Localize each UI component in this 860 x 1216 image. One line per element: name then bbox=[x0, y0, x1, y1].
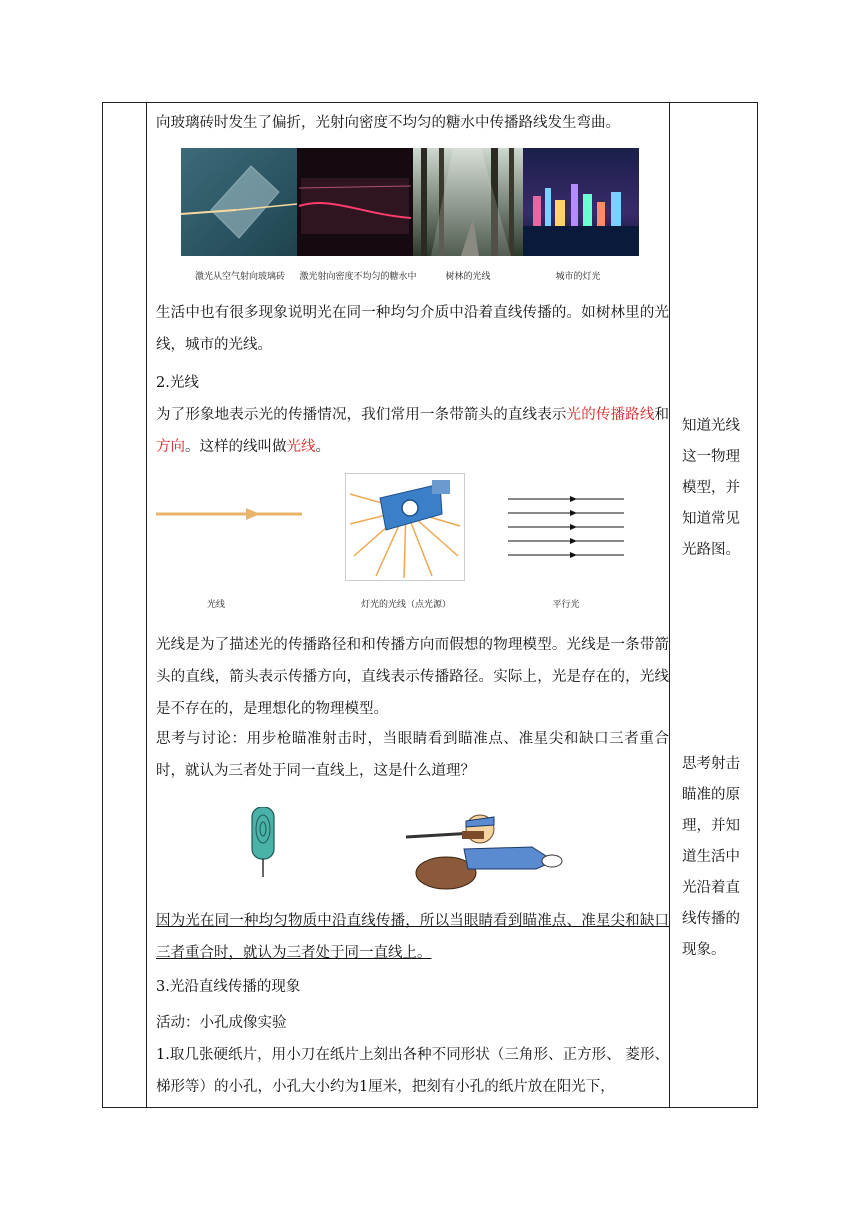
life-paragraph: 生活中也有很多现象说明光在同一种均匀介质中沿着直线传播的。如树林里的光线，城市的光线。 bbox=[156, 305, 669, 353]
side-note-ray: 知道光线这一物理模型，并知道常见光路图。 bbox=[682, 418, 740, 558]
column-divider bbox=[146, 103, 147, 1107]
light-ray-diagram bbox=[156, 503, 306, 527]
diagram-caption: 光线 bbox=[206, 600, 225, 610]
diagram-caption: 平行光 bbox=[552, 600, 580, 610]
sugar-water-photo bbox=[297, 148, 413, 256]
forest-photo bbox=[413, 148, 523, 256]
shooter-illustration bbox=[404, 809, 564, 893]
step-1: 1.取几张硬纸片，用小刀在纸片上刻出各种不同形状（三角形、正方形、 菱形、梯形等）的小孔，小孔大小约为1厘米，把刻有小孔的纸片放在阳光下， bbox=[156, 1047, 669, 1095]
diagram-caption: 灯光的光线（点光源） bbox=[360, 600, 451, 610]
model-paragraph: 光线是为了描述光的传播路径和和传播方向而假想的物理模型。光线是一条带箭头的直线，箭头表示传播方向，直线表示传播路径。实际上，光是存在的，光线是不存在的，是理想化的物理模型。 bbox=[156, 637, 669, 717]
section-heading-ray: 2.光线 bbox=[156, 375, 199, 391]
activity-title: 活动：小孔成像实验 bbox=[156, 1015, 287, 1031]
lesson-table bbox=[102, 102, 758, 1108]
target-illustration bbox=[248, 807, 278, 879]
point-source-diagram bbox=[345, 473, 465, 581]
side-note-aiming: 思考射击瞄准的原理，并知道生活中光沿着直线传播的现象。 bbox=[682, 756, 740, 958]
photo-caption: 激光从空气射向玻璃砖 bbox=[194, 272, 285, 282]
glass-laser-photo bbox=[181, 148, 297, 256]
photo-caption: 树林的光线 bbox=[445, 272, 491, 282]
city-lights-photo bbox=[523, 148, 639, 256]
parallel-light-diagram bbox=[508, 495, 626, 559]
section-heading-phenomena: 3.光沿直线传播的现象 bbox=[156, 979, 301, 995]
answer-paragraph: 因为光在同一种均匀物质中沿直线传播，所以当眼睛看到瞄准点、准星尖和缺口三者重合时，就认为三者处于同一直线上。 bbox=[156, 913, 669, 961]
photo-strip bbox=[181, 148, 639, 256]
refraction-text: 向玻璃砖时发生了偏折，光射向密度不均匀的糖水中传播路线发生弯曲。 bbox=[156, 115, 620, 131]
column-divider bbox=[669, 103, 670, 1107]
ray-definition: 为了形象地表示光的传播情况，我们常用一条带箭头的直线表示光的传播路线和方向。这样的线叫做光线。 bbox=[156, 407, 670, 455]
photo-caption: 激光射向密度不均匀的糖水中 bbox=[299, 272, 417, 282]
discussion-paragraph: 思考与讨论：用步枪瞄准射击时，当眼睛看到瞄准点、准星尖和缺口三者重合时，就认为三者处于同一直线上，这是什么道理？ bbox=[156, 731, 669, 779]
photo-caption: 城市的灯光 bbox=[555, 272, 601, 282]
